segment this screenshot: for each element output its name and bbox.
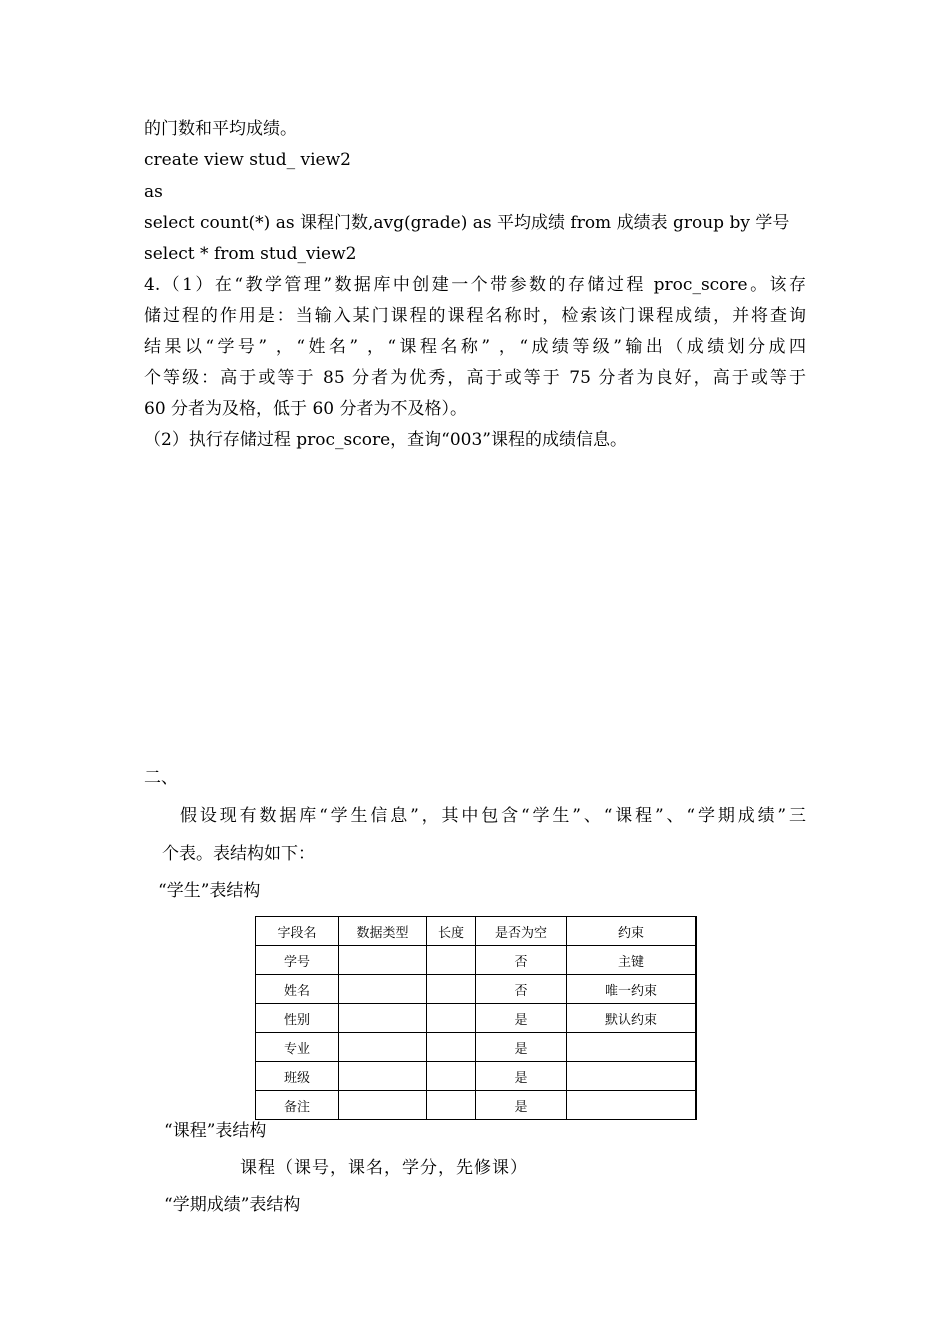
paragraph-line: 个等级：高于或等于 85 分者为优秀，高于或等于 75 分者为良好，高于或等于 bbox=[144, 368, 806, 388]
table-cell bbox=[339, 1091, 427, 1120]
question-4-paragraph bbox=[144, 274, 806, 398]
table-row bbox=[256, 1091, 696, 1120]
header-cell: 长度 bbox=[427, 917, 476, 946]
table-row bbox=[256, 1004, 696, 1033]
table-cell bbox=[567, 1033, 696, 1062]
question-4-2: （2）执行存储过程 proc_score，查询“003”课程的成绩信息。 bbox=[144, 430, 627, 450]
intro-line: 个表。表结构如下： bbox=[162, 844, 315, 864]
table-cell: 默认约束 bbox=[567, 1004, 696, 1033]
table-cell: 性别 bbox=[256, 1004, 339, 1033]
table-cell: 学号 bbox=[256, 946, 339, 975]
sql-line: create view stud_ view2 bbox=[144, 150, 351, 170]
paragraph-line: 4.（1）在“教学管理”数据库中创建一个带参数的存储过程 proc_score。该存 bbox=[144, 275, 806, 295]
section-heading: 二、 bbox=[144, 768, 178, 788]
table-cell: 专业 bbox=[256, 1033, 339, 1062]
table-cell bbox=[427, 975, 476, 1004]
table-cell: 班级 bbox=[256, 1062, 339, 1091]
table-cell: 是 bbox=[476, 1091, 567, 1120]
table-cell bbox=[339, 1033, 427, 1062]
sql-line: select count(*) as 课程门数,avg(grade) as 平均成绩 from 成绩表 group by 学号 bbox=[144, 213, 790, 233]
table-cell: 否 bbox=[476, 946, 567, 975]
student-schema-table bbox=[255, 916, 696, 1120]
table-cell: 是 bbox=[476, 1062, 567, 1091]
table-cell bbox=[427, 1004, 476, 1033]
intro-text: 假设现有数据库“学生信息”，其中包含“学生”、“课程”、“学期成绩”三 bbox=[180, 806, 806, 826]
header-cell: 数据类型 bbox=[339, 917, 427, 946]
table-cell bbox=[339, 1062, 427, 1091]
table-cell: 姓名 bbox=[256, 975, 339, 1004]
table-cell bbox=[567, 1091, 696, 1120]
table-cell bbox=[427, 1062, 476, 1091]
table-row bbox=[256, 1033, 696, 1062]
table-header-row bbox=[256, 917, 696, 946]
paragraph-line: 结果以“学号” ，“姓名” ，“课程名称” ，“成绩等级”输出（成绩划分成四 bbox=[144, 337, 806, 357]
term-score-table-caption: “学期成绩”表结构 bbox=[164, 1195, 301, 1215]
table-cell: 唯一约束 bbox=[567, 975, 696, 1004]
course-table-caption: “课程”表结构 bbox=[164, 1121, 267, 1141]
intro-line bbox=[180, 805, 806, 827]
course-schema-text: 课程（课号，课名，学分，先修课） bbox=[240, 1158, 528, 1178]
table-row bbox=[256, 975, 696, 1004]
paragraph-line: 60 分者为及格，低于 60 分者为不及格）。 bbox=[144, 399, 467, 419]
table-cell bbox=[339, 946, 427, 975]
table-cell: 主键 bbox=[567, 946, 696, 975]
table-cell bbox=[339, 1004, 427, 1033]
table-cell: 是 bbox=[476, 1004, 567, 1033]
header-cell: 是否为空 bbox=[476, 917, 567, 946]
table-cell bbox=[339, 975, 427, 1004]
paragraph-line: 储过程的作用是：当输入某门课程的课程名称时，检索该门课程成绩，并将查询 bbox=[144, 306, 806, 326]
table-cell bbox=[427, 1033, 476, 1062]
table-cell: 备注 bbox=[256, 1091, 339, 1120]
table-row bbox=[256, 946, 696, 975]
table-cell bbox=[427, 1091, 476, 1120]
table-cell: 否 bbox=[476, 975, 567, 1004]
sql-line: select * from stud_view2 bbox=[144, 244, 357, 264]
sql-line: as bbox=[144, 182, 163, 202]
table-cell bbox=[567, 1062, 696, 1091]
table-cell: 是 bbox=[476, 1033, 567, 1062]
text-line: 的门数和平均成绩。 bbox=[144, 119, 297, 139]
header-cell: 字段名 bbox=[256, 917, 339, 946]
student-table-caption: “学生”表结构 bbox=[158, 881, 261, 901]
table-right-edge bbox=[696, 916, 697, 1120]
table-row bbox=[256, 1062, 696, 1091]
header-cell: 约束 bbox=[567, 917, 696, 946]
table-cell bbox=[427, 946, 476, 975]
